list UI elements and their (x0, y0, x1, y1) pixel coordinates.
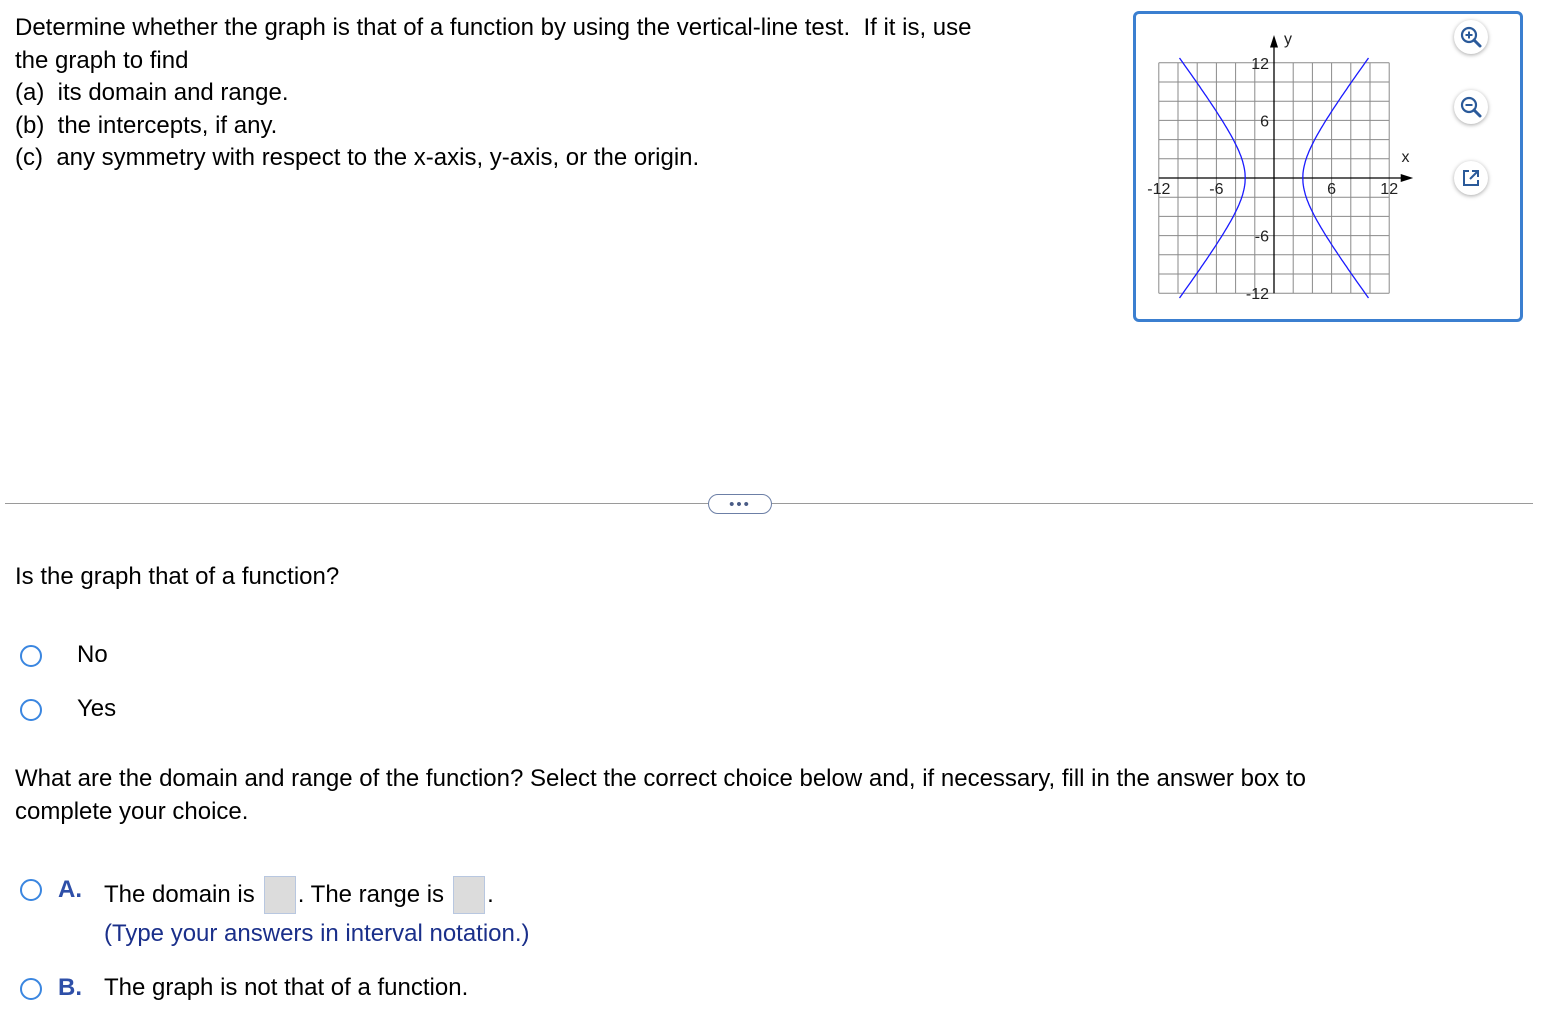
choice-a-range-label: . The range is (297, 881, 445, 908)
choice-a-letter: A. (58, 876, 82, 903)
x-axis-label: x (1401, 149, 1410, 166)
radio-choice-a[interactable] (20, 879, 42, 901)
y-tick-label: 6 (1260, 113, 1269, 131)
q2-prompt (15, 763, 1306, 828)
q2-prompt-line: What are the domain and range of the function? Select the correct choice below and, if necessary, fill in the answer box to (15, 765, 1306, 792)
choice-a-hint: (Type your answers in interval notation.) (104, 920, 530, 947)
more-button[interactable]: ••• (708, 494, 772, 514)
question-line: the graph to find (15, 46, 189, 74)
zoom-out-button[interactable] (1454, 90, 1488, 124)
question-line: (a) its domain and range. (15, 79, 289, 106)
y-tick-label: -12 (1245, 286, 1269, 304)
radio-yes[interactable] (20, 699, 42, 721)
choice-a-text (104, 876, 494, 914)
zoom-in-button[interactable] (1454, 20, 1488, 54)
choice-a-period: . (487, 881, 494, 908)
popout-button[interactable] (1454, 161, 1488, 195)
x-tick-label: -6 (1209, 181, 1224, 198)
x-tick-label: -12 (1147, 181, 1171, 198)
range-input[interactable] (453, 876, 485, 914)
choice-b-text: The graph is not that of a function. (104, 974, 469, 1001)
zoom-out-icon (1459, 95, 1483, 119)
x-tick-label: 12 (1380, 181, 1399, 198)
q2-prompt-line: complete your choice. (15, 797, 249, 825)
question-line: (b) the intercepts, if any. (15, 111, 278, 139)
y-axis-arrow (1270, 35, 1278, 47)
y-axis-label: y (1284, 30, 1292, 48)
q1-prompt: Is the graph that of a function? (15, 563, 340, 590)
choice-b-letter: B. (58, 974, 82, 1001)
choice-a-domain-label: The domain is (104, 881, 255, 908)
x-axis-arrow (1401, 174, 1413, 182)
question-line: (c) any symmetry with respect to the x-axis, y-axis, or the origin. (15, 144, 700, 171)
zoom-in-icon (1459, 25, 1483, 49)
radio-choice-b[interactable] (20, 978, 42, 1000)
x-tick-label: 6 (1327, 181, 1337, 198)
question-text (15, 12, 1095, 175)
y-tick-label: 12 (1251, 55, 1269, 73)
domain-input[interactable] (264, 876, 296, 914)
question-line: Determine whether the graph is that of a function by using the vertical-line test. If it is, use (15, 14, 972, 41)
popout-icon (1460, 167, 1482, 189)
graph-panel[interactable] (1133, 11, 1523, 322)
option-no-label: No (77, 641, 108, 668)
option-yes-label: Yes (77, 695, 117, 722)
radio-no[interactable] (20, 645, 42, 667)
y-tick-label: -6 (1254, 228, 1269, 246)
